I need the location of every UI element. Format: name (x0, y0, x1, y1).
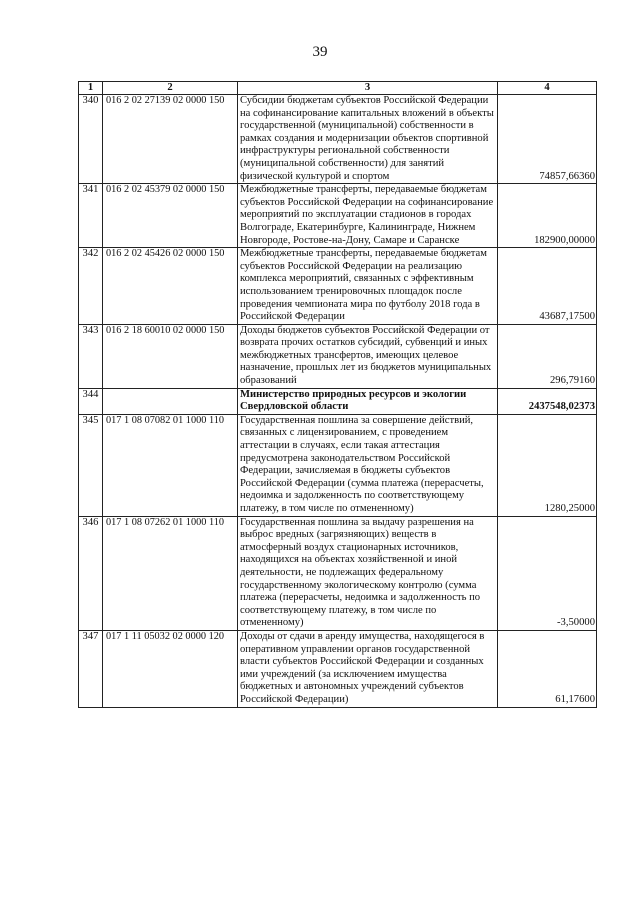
row-number: 347 (79, 630, 103, 707)
table-row (79, 324, 597, 388)
row-number: 342 (79, 248, 103, 325)
header-col-1: 1 (79, 82, 103, 95)
budget-code: 017 1 11 05032 02 0000 120 (103, 630, 238, 707)
table-header-row (79, 82, 597, 95)
row-number: 346 (79, 516, 103, 630)
budget-code: 017 1 08 07262 01 1000 110 (103, 516, 238, 630)
budget-code: 016 2 18 60010 02 0000 150 (103, 324, 238, 388)
revenue-table (78, 81, 597, 708)
row-description: Доходы от сдачи в аренду имущества, находящегося в оперативном управлении органов государственной власти субъектов Российской Федерации и созданных ими учреждений (за исключением имущества бюджетных и автономных учреждений субъектов Российской Федерации) (238, 630, 498, 707)
row-description: Субсидии бюджетам субъектов Российской Федерации на софинансирование капитальных вложений в объекты государственной (муниципальной) собственности в рамках создания и модернизации объектов спортивной инфраструктуры региональной собственности (муниципальной собственности) для занятий физической культурой и спортом (238, 95, 498, 184)
row-description: Государственная пошлина за совершение действий, связанных с лицензированием, с проведением аттестации в случаях, если такая аттестация предусмотрена законодательством Российской Федерации, зачисляемая в бюджеты субъектов Российской Федерации (сумма платежа (перерасчеты, недоимка и задолженность по соответствующему платежу, в том числе по отмененному) (238, 414, 498, 516)
row-description: Доходы бюджетов субъектов Российской Федерации от возврата прочих остатков субсидий, субвенций и иных межбюджетных трансфертов, имеющих целевое назначение, прошлых лет из бюджетов муниципальных образований (238, 324, 498, 388)
row-number: 340 (79, 95, 103, 184)
budget-code: 016 2 02 45426 02 0000 150 (103, 248, 238, 325)
row-number: 343 (79, 324, 103, 388)
row-description: Межбюджетные трансферты, передаваемые бюджетам субъектов Российской Федерации на софинансирование мероприятий по эксплуатации стадионов в городах Волгограде, Екатеринбурге, Калининграде, Нижнем Новгороде, Ростове-на-Дону, Самаре и Саранске (238, 184, 498, 248)
row-description: Межбюджетные трансферты, передаваемые бюджетам субъектов Российской Федерации на реализацию комплекса мероприятий, связанных с эффективным использованием тренировочных площадок после проведения чемпионата мира по футболу 2018 года в Российской Федерации (238, 248, 498, 325)
ministry-total-amount: 2437548,02373 (498, 388, 597, 414)
budget-code: 016 2 02 27139 02 0000 150 (103, 95, 238, 184)
row-number: 341 (79, 184, 103, 248)
table-row (79, 516, 597, 630)
budget-code: 016 2 02 45379 02 0000 150 (103, 184, 238, 248)
budget-code (103, 388, 238, 414)
row-amount: 182900,00000 (498, 184, 597, 248)
table-row (79, 630, 597, 707)
header-col-4: 4 (498, 82, 597, 95)
table-row-ministry (79, 388, 597, 414)
table-row (79, 95, 597, 184)
row-amount: 296,79160 (498, 324, 597, 388)
table-row (79, 184, 597, 248)
row-amount: 1280,25000 (498, 414, 597, 516)
budget-code: 017 1 08 07082 01 1000 110 (103, 414, 238, 516)
row-number: 344 (79, 388, 103, 414)
header-col-3: 3 (238, 82, 498, 95)
row-amount: 43687,17500 (498, 248, 597, 325)
ministry-name: Министерство природных ресурсов и экологии Свердловской области (238, 388, 498, 414)
page-number: 39 (312, 44, 328, 60)
header-col-2: 2 (103, 82, 238, 95)
table-row (79, 248, 597, 325)
row-amount: 74857,66360 (498, 95, 597, 184)
row-description: Государственная пошлина за выдачу разрешения на выброс вредных (загрязняющих) веществ в атмосферный воздух стационарных источников, находящихся на объектах хозяйственной и иной деятельности, не подлежащих федеральному государственному экологическому контролю (сумма платежа (перерасчеты, недоимка и задолженность по соответствующему платежу, в том числе по отмененному) (238, 516, 498, 630)
row-number: 345 (79, 414, 103, 516)
row-amount: -3,50000 (498, 516, 597, 630)
row-amount: 61,17600 (498, 630, 597, 707)
table-row (79, 414, 597, 516)
